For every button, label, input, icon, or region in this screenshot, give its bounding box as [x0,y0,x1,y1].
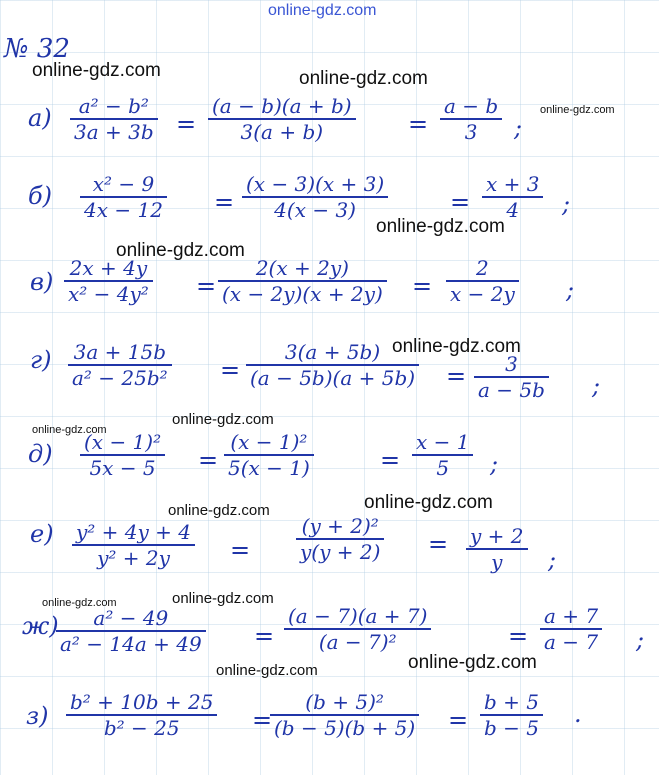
row-label: з) [26,702,49,730]
denominator: 3 [464,120,478,144]
numerator: 2 [446,256,519,282]
exercise-number: № 32 [4,34,70,64]
denominator: 3a + 3b [74,120,154,144]
numerator: x² − 9 [80,172,167,198]
watermark: online-gdz.com [408,652,537,673]
watermark: online-gdz.com [299,68,428,89]
numerator: a − b [440,94,502,120]
denominator: a² − 25b² [72,366,168,390]
numerator: 3a + 15b [68,340,172,366]
denominator: 5 [436,456,450,480]
numerator: (y + 2)² [296,514,384,540]
numerator: 2x + 4y [64,256,153,282]
numerator: (x − 1)² [80,430,165,456]
row-terminator: ; [514,114,523,142]
row-terminator: ; [548,546,557,574]
watermark: online-gdz.com [364,492,493,513]
fraction-factored [218,256,387,306]
fraction-reduced [480,690,543,740]
numerator: y + 2 [466,524,528,550]
watermark: online-gdz.com [42,597,117,609]
numerator: 2(x + 2y) [218,256,387,282]
fraction-reduced [474,352,549,402]
equals-sign: = [196,272,217,300]
numerator: (a − 7)(a + 7) [284,604,431,630]
numerator: (x − 3)(x + 3) [242,172,388,198]
fraction-original [72,520,195,570]
fraction-original [70,94,158,144]
numerator: a² − b² [70,94,158,120]
row-label: г) [30,346,52,374]
watermark: online-gdz.com [172,590,274,607]
fraction-reduced [412,430,473,480]
watermark: online-gdz.com [392,336,521,357]
fraction-reduced [540,604,602,654]
denominator: y² + 2y [97,546,170,570]
watermark: online-gdz.com [172,411,274,428]
denominator: (a − 7)² [318,630,397,654]
equals-sign: = [408,110,429,138]
denominator: 4x − 12 [84,198,163,222]
equals-sign: = [412,272,433,300]
denominator: a² − 14a + 49 [60,632,202,656]
fraction-factored [224,430,314,480]
watermark: online-gdz.com [116,240,245,261]
equals-sign: = [252,706,273,734]
denominator: b² − 25 [103,716,180,740]
denominator: y(y + 2) [300,540,381,564]
equals-sign: = [254,622,275,650]
numerator: (a − b)(a + b) [208,94,356,120]
equals-sign: = [446,362,467,390]
numerator: x − 1 [412,430,473,456]
row-terminator: ; [592,372,601,400]
fraction-factored [208,94,356,144]
row-label: д) [28,440,53,468]
row-terminator: ; [490,450,499,478]
numerator: b + 5 [480,690,543,716]
fraction-original [68,340,172,390]
row-terminator: . [574,700,582,728]
equals-sign: = [214,188,235,216]
fraction-factored [284,604,431,654]
numerator: y² + 4y + 4 [72,520,195,546]
denominator: a − 7 [544,630,599,654]
denominator: x² − 4y² [68,282,149,306]
row-terminator: ; [636,626,645,654]
denominator: 4(x − 3) [274,198,356,222]
equals-sign: = [428,530,449,558]
row-label: в) [30,268,54,296]
denominator: 3(a + b) [240,120,324,144]
equals-sign: = [450,188,471,216]
denominator: (a − 5b)(a + 5b) [250,366,416,390]
row-label: б) [28,182,53,210]
numerator: 3 [474,352,549,378]
denominator: 5x − 5 [89,456,156,480]
denominator: x − 2y [450,282,515,306]
numerator: a + 7 [540,604,602,630]
fraction-original [66,690,217,740]
equals-sign: = [220,356,241,384]
equals-sign: = [508,622,529,650]
watermark: online-gdz.com [168,502,270,519]
denominator: (b − 5)(b + 5) [274,716,416,740]
fraction-original [64,256,153,306]
fraction-factored [296,514,384,564]
fraction-reduced [482,172,543,222]
numerator: x + 3 [482,172,543,198]
row-terminator: ; [566,276,575,304]
equals-sign: = [448,706,469,734]
denominator: y [491,550,503,574]
row-terminator: ; [562,190,571,218]
fraction-original [56,606,206,656]
row-label: ж) [22,612,59,640]
fraction-factored [270,690,419,740]
numerator: (x − 1)² [224,430,314,456]
numerator: a² − 49 [56,606,206,632]
numerator: 3(a + 5b) [246,340,419,366]
denominator: 5(x − 1) [228,456,310,480]
watermark: online-gdz.com [540,104,615,116]
fraction-factored [242,172,388,222]
denominator: a − 5b [478,378,545,402]
watermark: online-gdz.com [32,424,107,436]
fraction-reduced [466,524,528,574]
fraction-reduced [446,256,519,306]
equals-sign: = [380,446,401,474]
numerator: b² + 10b + 25 [66,690,217,716]
watermark-top: online-gdz.com [268,2,377,19]
watermark: online-gdz.com [376,216,505,237]
fraction-original [80,430,165,480]
watermark: online-gdz.com [216,662,318,679]
row-label: е) [30,520,54,548]
numerator: (b + 5)² [270,690,419,716]
denominator: 4 [506,198,520,222]
fraction-original [80,172,167,222]
row-label: а) [28,104,52,132]
fraction-factored [246,340,419,390]
watermark: online-gdz.com [32,60,161,81]
equals-sign: = [198,446,219,474]
equals-sign: = [230,536,251,564]
denominator: (x − 2y)(x + 2y) [222,282,383,306]
fraction-reduced [440,94,502,144]
equals-sign: = [176,110,197,138]
denominator: b − 5 [484,716,539,740]
